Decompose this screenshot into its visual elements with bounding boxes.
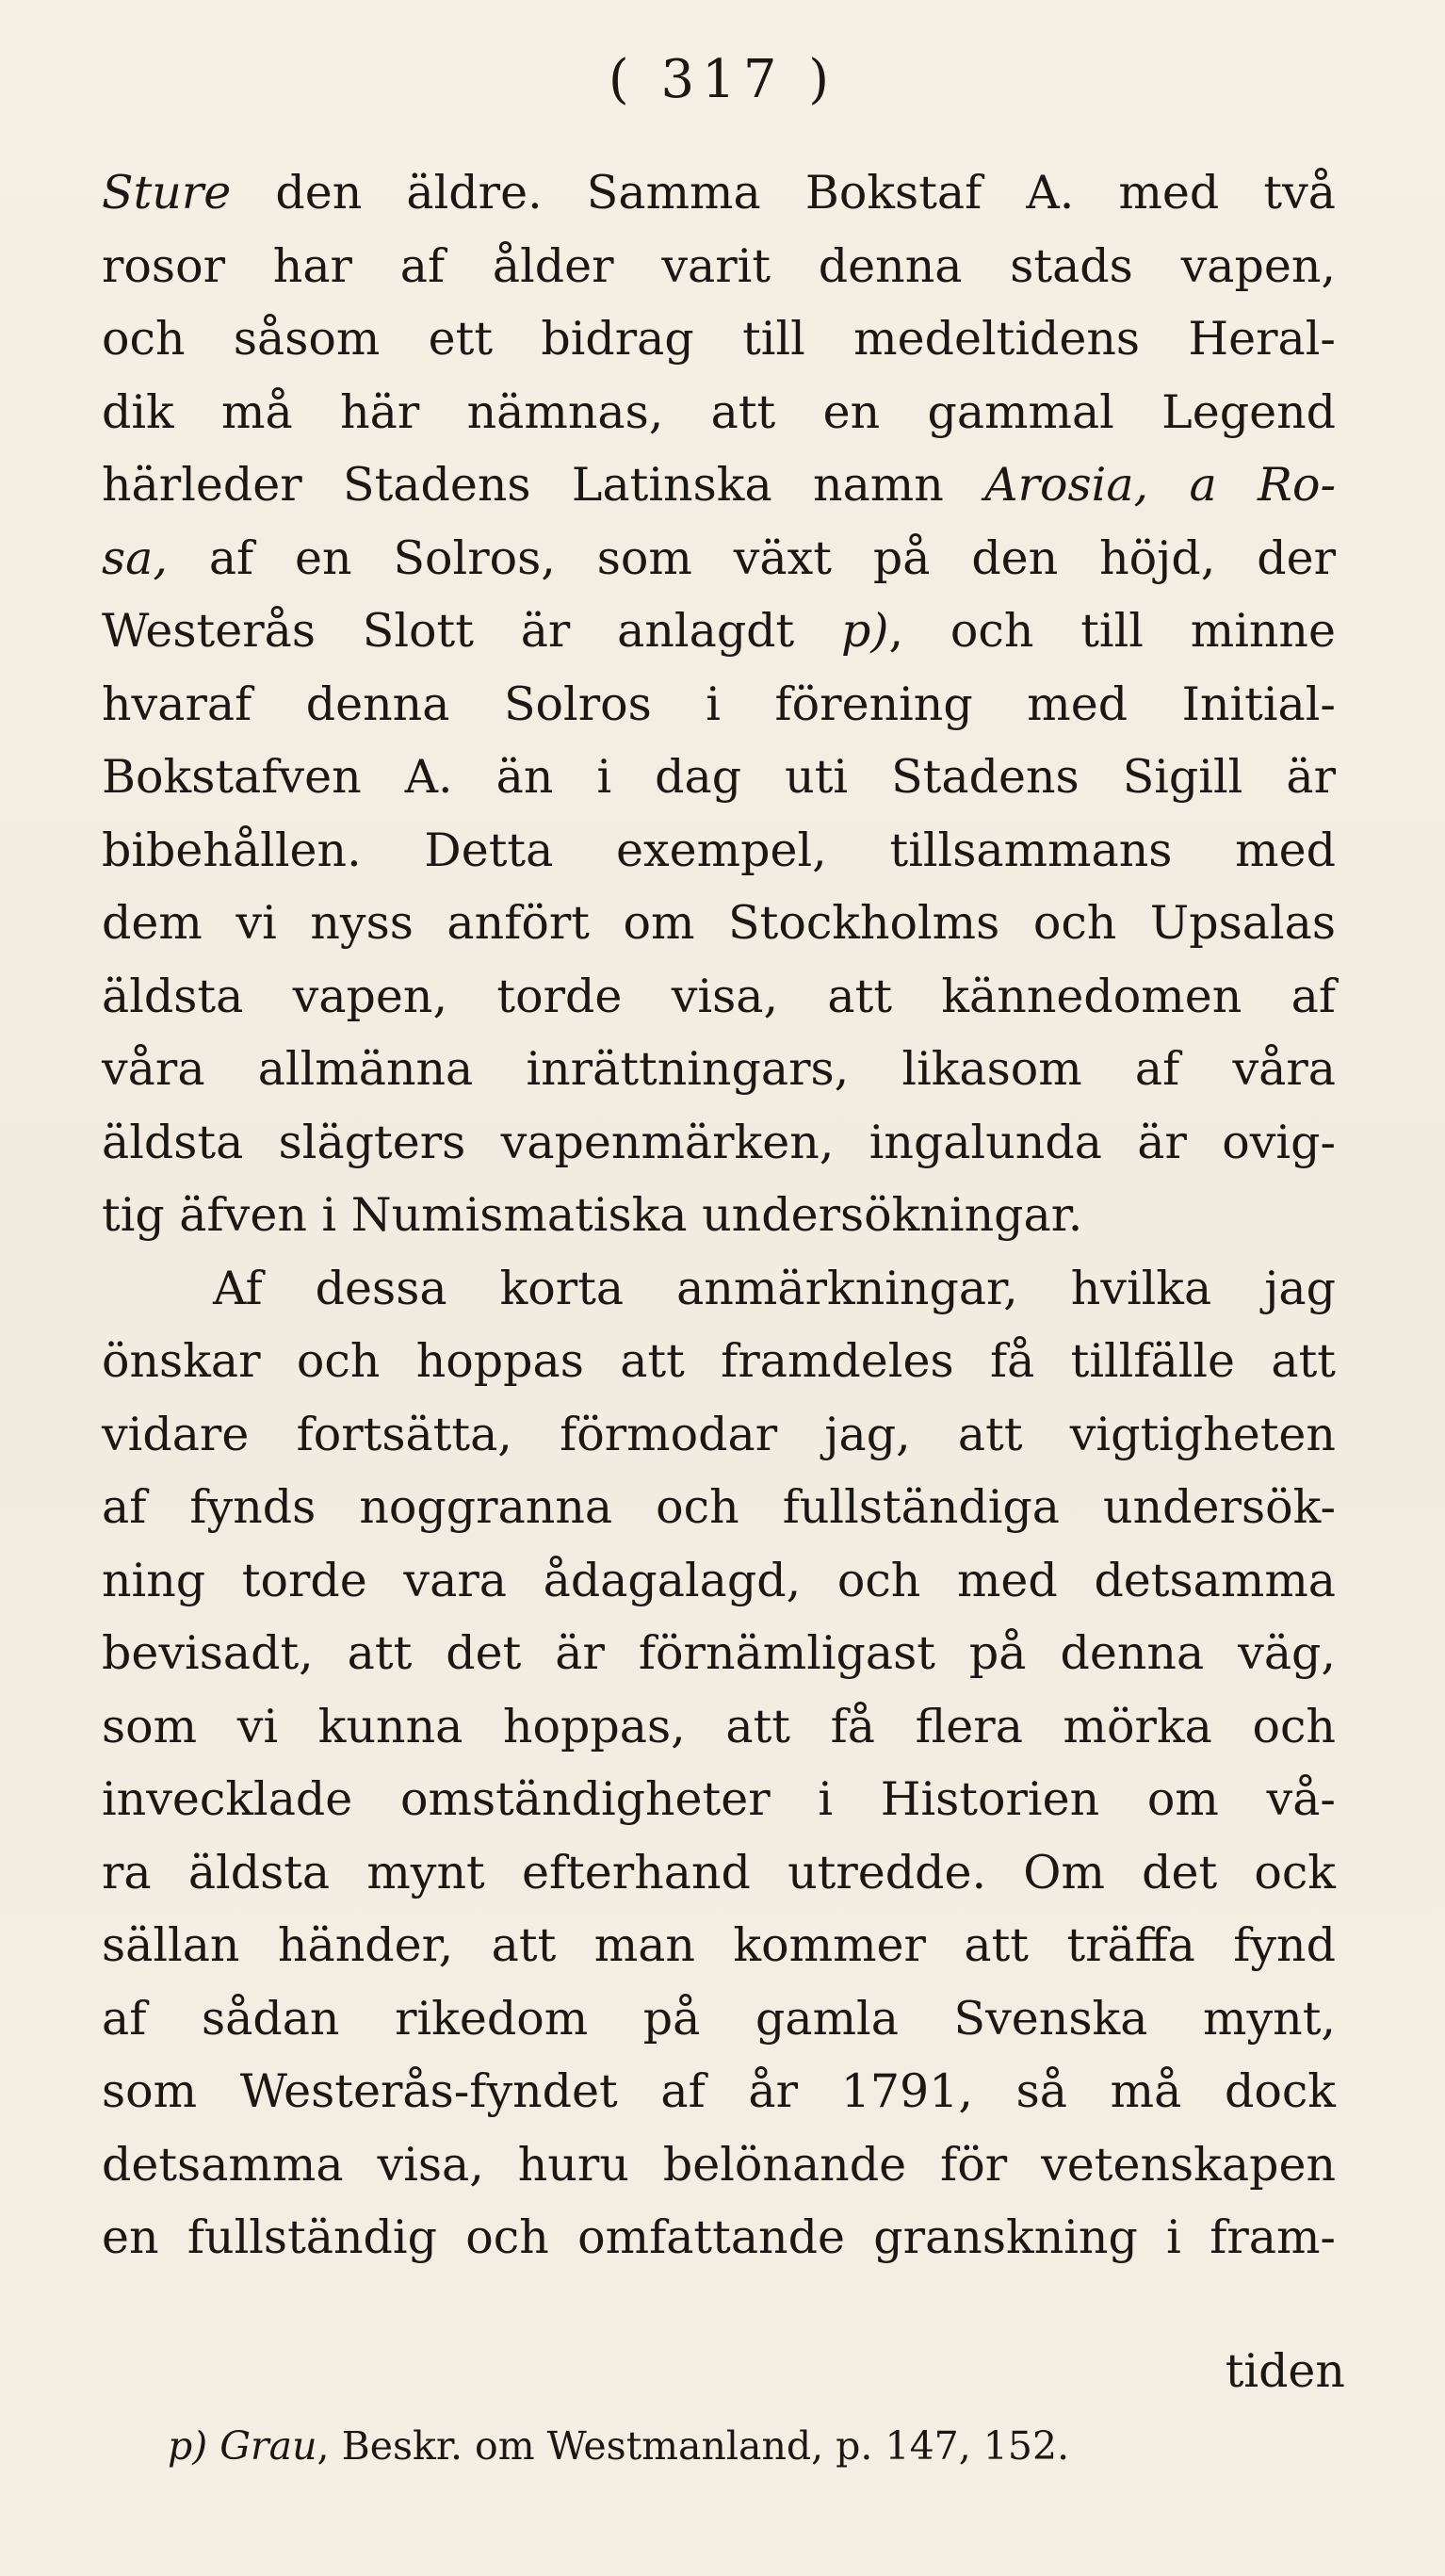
text-line: en fullständig och omfattande granskning i fram- (102, 2210, 1336, 2264)
line-text: äldsta vapen, torde visa, att kännedomen af (102, 969, 1336, 1023)
text-line: sällan händer, att man kommer att träffa fynd (102, 1918, 1336, 1972)
text-line (102, 741, 1336, 814)
line-text: rosor har af ålder varit denna stads vapen, (102, 238, 1336, 293)
line-text: äldsta slägters vapenmärken, ingalunda är ovig- (102, 1115, 1336, 1169)
line-italic-text: Sture (102, 166, 232, 220)
text-line: ning torde vara ådagalagd, och med detsamma (102, 1553, 1336, 1607)
line-text: och såsom ett bidrag till medeltidens Heral- (102, 312, 1336, 366)
text-line (102, 1179, 1336, 1252)
line-italic-text: sa, (102, 530, 168, 585)
line-text: Westerås Slott är anlagdt (102, 604, 842, 658)
text-line: Af dessa korta anmärkningar, hvilka jag (213, 1261, 1336, 1315)
text-line (102, 448, 1336, 522)
line-italic-text: Arosia, a Ro- (984, 458, 1337, 512)
text-line: önskar och hoppas att framdeles få tillfälle att (102, 1334, 1336, 1388)
body-text (102, 156, 1336, 2274)
text-line (102, 960, 1336, 1034)
text-line (102, 1106, 1336, 1180)
text-line (102, 230, 1336, 303)
line-text: af en Solros, som växt på den höjd, der (167, 530, 1336, 585)
line-text: våra allmänna inrättningars, likasom af våra (102, 1042, 1336, 1096)
line-italic-text: p) (841, 604, 889, 658)
footnote-author: Grau (219, 2423, 317, 2469)
text-line (102, 595, 1336, 668)
line-text: den äldre. Samma Bokstaf A. med två (231, 166, 1336, 220)
text-line: som vi kunna hoppas, att få flera mörka och (102, 1699, 1336, 1753)
text-line: af fynds noggranna och fullständiga undersök- (102, 1480, 1336, 1534)
text-line (102, 156, 1336, 230)
text-line (102, 668, 1336, 742)
text-line (102, 887, 1336, 960)
text-line (102, 814, 1336, 888)
line-text: bibehållen. Detta exempel, tillsammans med (102, 823, 1336, 877)
line-text: Bokstafven A. än i dag uti Stadens Sigill är (102, 750, 1336, 804)
text-line (102, 376, 1336, 449)
text-line: detsamma visa, huru belönande för vetenskapen (102, 2137, 1336, 2192)
page-number: ( 317 ) (608, 49, 837, 110)
line-text: tig äfven i Numismatiska undersökningar. (102, 1188, 1083, 1242)
line-text: , och till minne (888, 604, 1336, 658)
text-line (102, 1033, 1336, 1106)
footnote-marker: p) (168, 2423, 208, 2469)
paragraph-1 (102, 156, 1336, 1252)
paragraph-2 (102, 1252, 1336, 2274)
text-line: af sådan rikedom på gamla Svenska mynt, (102, 1991, 1336, 2046)
text-line: som Westerås-fyndet af år 1791, så må dock (102, 2064, 1336, 2118)
text-line: invecklade omständigheter i Historien om vå- (102, 1772, 1336, 1826)
line-text: härleder Stadens Latinska namn (102, 458, 985, 512)
footnote (168, 2418, 1069, 2474)
footnote-text: , Beskr. om Westmanland, p. 147, 152. (317, 2423, 1070, 2469)
text-line: bevisadt, att det är förnämligast på denna väg, (102, 1626, 1336, 1680)
text-line: vidare fortsätta, förmodar jag, att vigtigheten (102, 1407, 1336, 1461)
text-line (102, 522, 1336, 595)
catchword: tiden (1225, 2344, 1345, 2398)
line-text: dem vi nyss anfört om Stockholms och Upsalas (102, 896, 1336, 950)
line-text: dik må här nämnas, att en gammal Legend (102, 384, 1336, 439)
line-text: hvaraf denna Solros i förening med Initial- (102, 677, 1336, 731)
text-line: ra äldsta mynt efterhand utredde. Om det ock (102, 1845, 1336, 1899)
text-line (102, 302, 1336, 376)
